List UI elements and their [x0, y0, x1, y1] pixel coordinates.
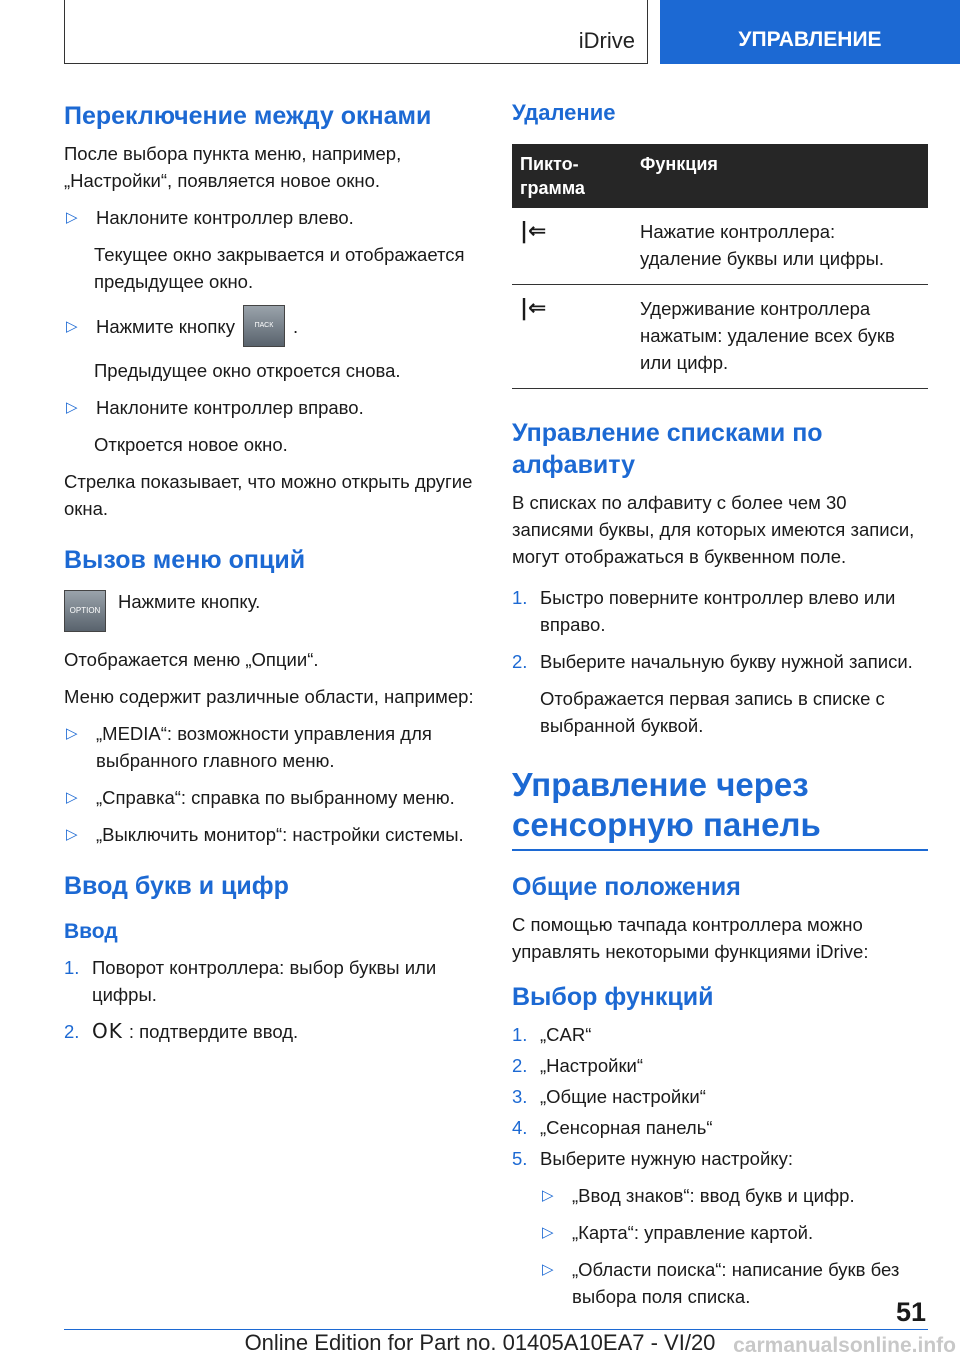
heading-select-functions: Выбор функций	[512, 983, 714, 1011]
list-item-text: „CAR“	[540, 1024, 592, 1045]
list-item-text: „Выключить монитор“: настройки системы.	[96, 824, 464, 845]
delete-left-icon: |⇐	[520, 219, 547, 244]
list-item-text: „Карта“: управление картой.	[572, 1222, 814, 1243]
list-item-text: „Настройки“	[540, 1055, 644, 1076]
subheading-input: Ввод	[64, 920, 118, 943]
section-title-block	[512, 765, 928, 851]
step-number: 2.	[64, 1021, 80, 1042]
heading-alphabetic-lists: Управление списками по алфавиту	[512, 419, 823, 479]
list-item-text: Поворот контроллера: выбор буквы или цифры.	[92, 957, 437, 1005]
list-item	[64, 394, 478, 421]
header-chapter-tab: УПРАВЛЕНИЕ	[660, 0, 960, 64]
triangle-right-icon: ▷	[542, 1224, 554, 1241]
paragraph: Нажмите кнопку.	[118, 591, 261, 612]
ok-icon: OK	[92, 1019, 123, 1043]
step-number: 1.	[512, 587, 528, 608]
list-item	[512, 648, 928, 675]
list-item	[64, 821, 478, 848]
list-item	[512, 1083, 928, 1110]
list-item	[512, 1021, 928, 1048]
list-item-text: „MEDIA“: возможности управления для выбранного главного меню.	[96, 723, 432, 771]
step-number: 5.	[512, 1148, 528, 1169]
list-item	[540, 1256, 928, 1310]
delete-table	[512, 144, 928, 389]
list-item-text: „Ввод знаков“: ввод букв и цифр.	[572, 1185, 855, 1206]
page-number: 51	[895, 1297, 926, 1327]
list-item	[64, 720, 478, 774]
table-row	[512, 208, 928, 285]
list-item	[64, 784, 478, 811]
list-item-result: Откроется новое окно.	[94, 434, 288, 455]
option-button-icon: OPTION	[64, 590, 106, 632]
triangle-right-icon: ▷	[542, 1261, 554, 1278]
heading-touchpad: Управление через сенсорную панель	[512, 766, 821, 843]
table-cell: Нажатие контроллера: удаление буквы или цифры.	[632, 208, 928, 285]
paragraph: Меню содержит различные области, например:	[64, 686, 474, 707]
back-button-icon: ПАСК	[243, 305, 285, 347]
paragraph: Стрелка показывает, что можно открыть другие окна.	[64, 471, 473, 519]
header-section-box	[64, 0, 648, 64]
list-item	[512, 584, 928, 638]
triangle-right-icon: ▷	[66, 725, 78, 742]
step-number: 3.	[512, 1086, 528, 1107]
table-row	[512, 285, 928, 389]
heading-options-menu: Вызов меню опций	[64, 546, 306, 574]
triangle-right-icon: ▷	[542, 1187, 554, 1204]
list-item	[64, 204, 478, 231]
step-number: 2.	[512, 1055, 528, 1076]
step-number: 1.	[64, 957, 80, 978]
triangle-right-icon: ▷	[66, 209, 78, 226]
list-item-text: „Справка“: справка по выбранному меню.	[96, 787, 455, 808]
table-header-cell: Функция	[632, 144, 928, 208]
paragraph: После выбора пункта меню, например, „Настройки“, появляется новое окно.	[64, 143, 402, 191]
subheading-delete: Удаление	[512, 100, 616, 125]
list-item-result: Текущее окно закрывается и отображается предыдущее окно.	[94, 244, 465, 292]
step-number: 2.	[512, 651, 528, 672]
paragraph: С помощью тачпада контроллера можно управлять некоторыми функциями iDrive:	[512, 914, 869, 962]
list-item-text: Наклоните контроллер влево.	[96, 207, 354, 228]
heading-input: Ввод букв и цифр	[64, 872, 289, 900]
triangle-right-icon: ▷	[66, 826, 78, 843]
table-header-cell: Пикто-грамма	[512, 144, 632, 208]
heading-general: Общие положения	[512, 873, 741, 901]
list-item	[64, 954, 478, 1008]
list-item	[540, 1219, 928, 1246]
table-header-row	[512, 144, 928, 208]
list-item-text: „Сенсорная панель“	[540, 1117, 713, 1138]
delete-left-icon: |⇐	[520, 296, 547, 321]
list-item-text: „Области поиска“: написание букв без выбора поля списка.	[572, 1259, 900, 1307]
list-item	[512, 1114, 928, 1141]
triangle-right-icon: ▷	[66, 789, 78, 806]
step-number: 1.	[512, 1024, 528, 1045]
left-column	[64, 100, 478, 1055]
step-number: 4.	[512, 1117, 528, 1138]
list-item-text: Выберите нужную настройку:	[540, 1148, 793, 1169]
list-item-text: : подтвердите ввод.	[128, 1021, 299, 1042]
triangle-right-icon: ▷	[66, 399, 78, 416]
list-item-text: Выберите начальную букву нужной записи.	[540, 651, 913, 672]
triangle-right-icon: ▷	[66, 317, 78, 335]
list-item-text: Наклоните контроллер вправо.	[96, 397, 364, 418]
list-item-result: Отображается первая запись в списке с выбранной буквой.	[540, 688, 885, 736]
option-button-row	[64, 590, 478, 632]
table-cell: Удерживание контроллера нажатым: удаление всех букв или цифр.	[632, 285, 928, 389]
heading-switch-windows: Переключение между окнами	[64, 102, 432, 130]
header-section-label: iDrive	[578, 28, 635, 53]
list-item	[512, 1052, 928, 1079]
paragraph: В списках по алфавиту с более чем 30 записями буквы, для которых имеются записи, могут отображаться в буквенном поле.	[512, 492, 915, 567]
list-item-text: Быстро поверните контроллер влево или вправо.	[540, 587, 896, 635]
list-item-text: „Общие настройки“	[540, 1086, 706, 1107]
list-item	[540, 1182, 928, 1209]
list-item-result: Предыдущее окно откроется снова.	[94, 360, 401, 381]
watermark: carmanualsonline.info	[733, 1334, 956, 1357]
list-item-text-end: .	[292, 315, 299, 337]
list-item	[64, 305, 478, 347]
list-item	[64, 1018, 478, 1045]
list-item	[512, 1145, 928, 1172]
right-column	[512, 100, 928, 1320]
paragraph: Отображается меню „Опции“.	[64, 649, 319, 670]
list-item-text: Нажмите кнопку	[96, 315, 235, 337]
footer-edition: Online Edition for Part no. 01405A10EA7 - VI/20	[244, 1330, 716, 1355]
